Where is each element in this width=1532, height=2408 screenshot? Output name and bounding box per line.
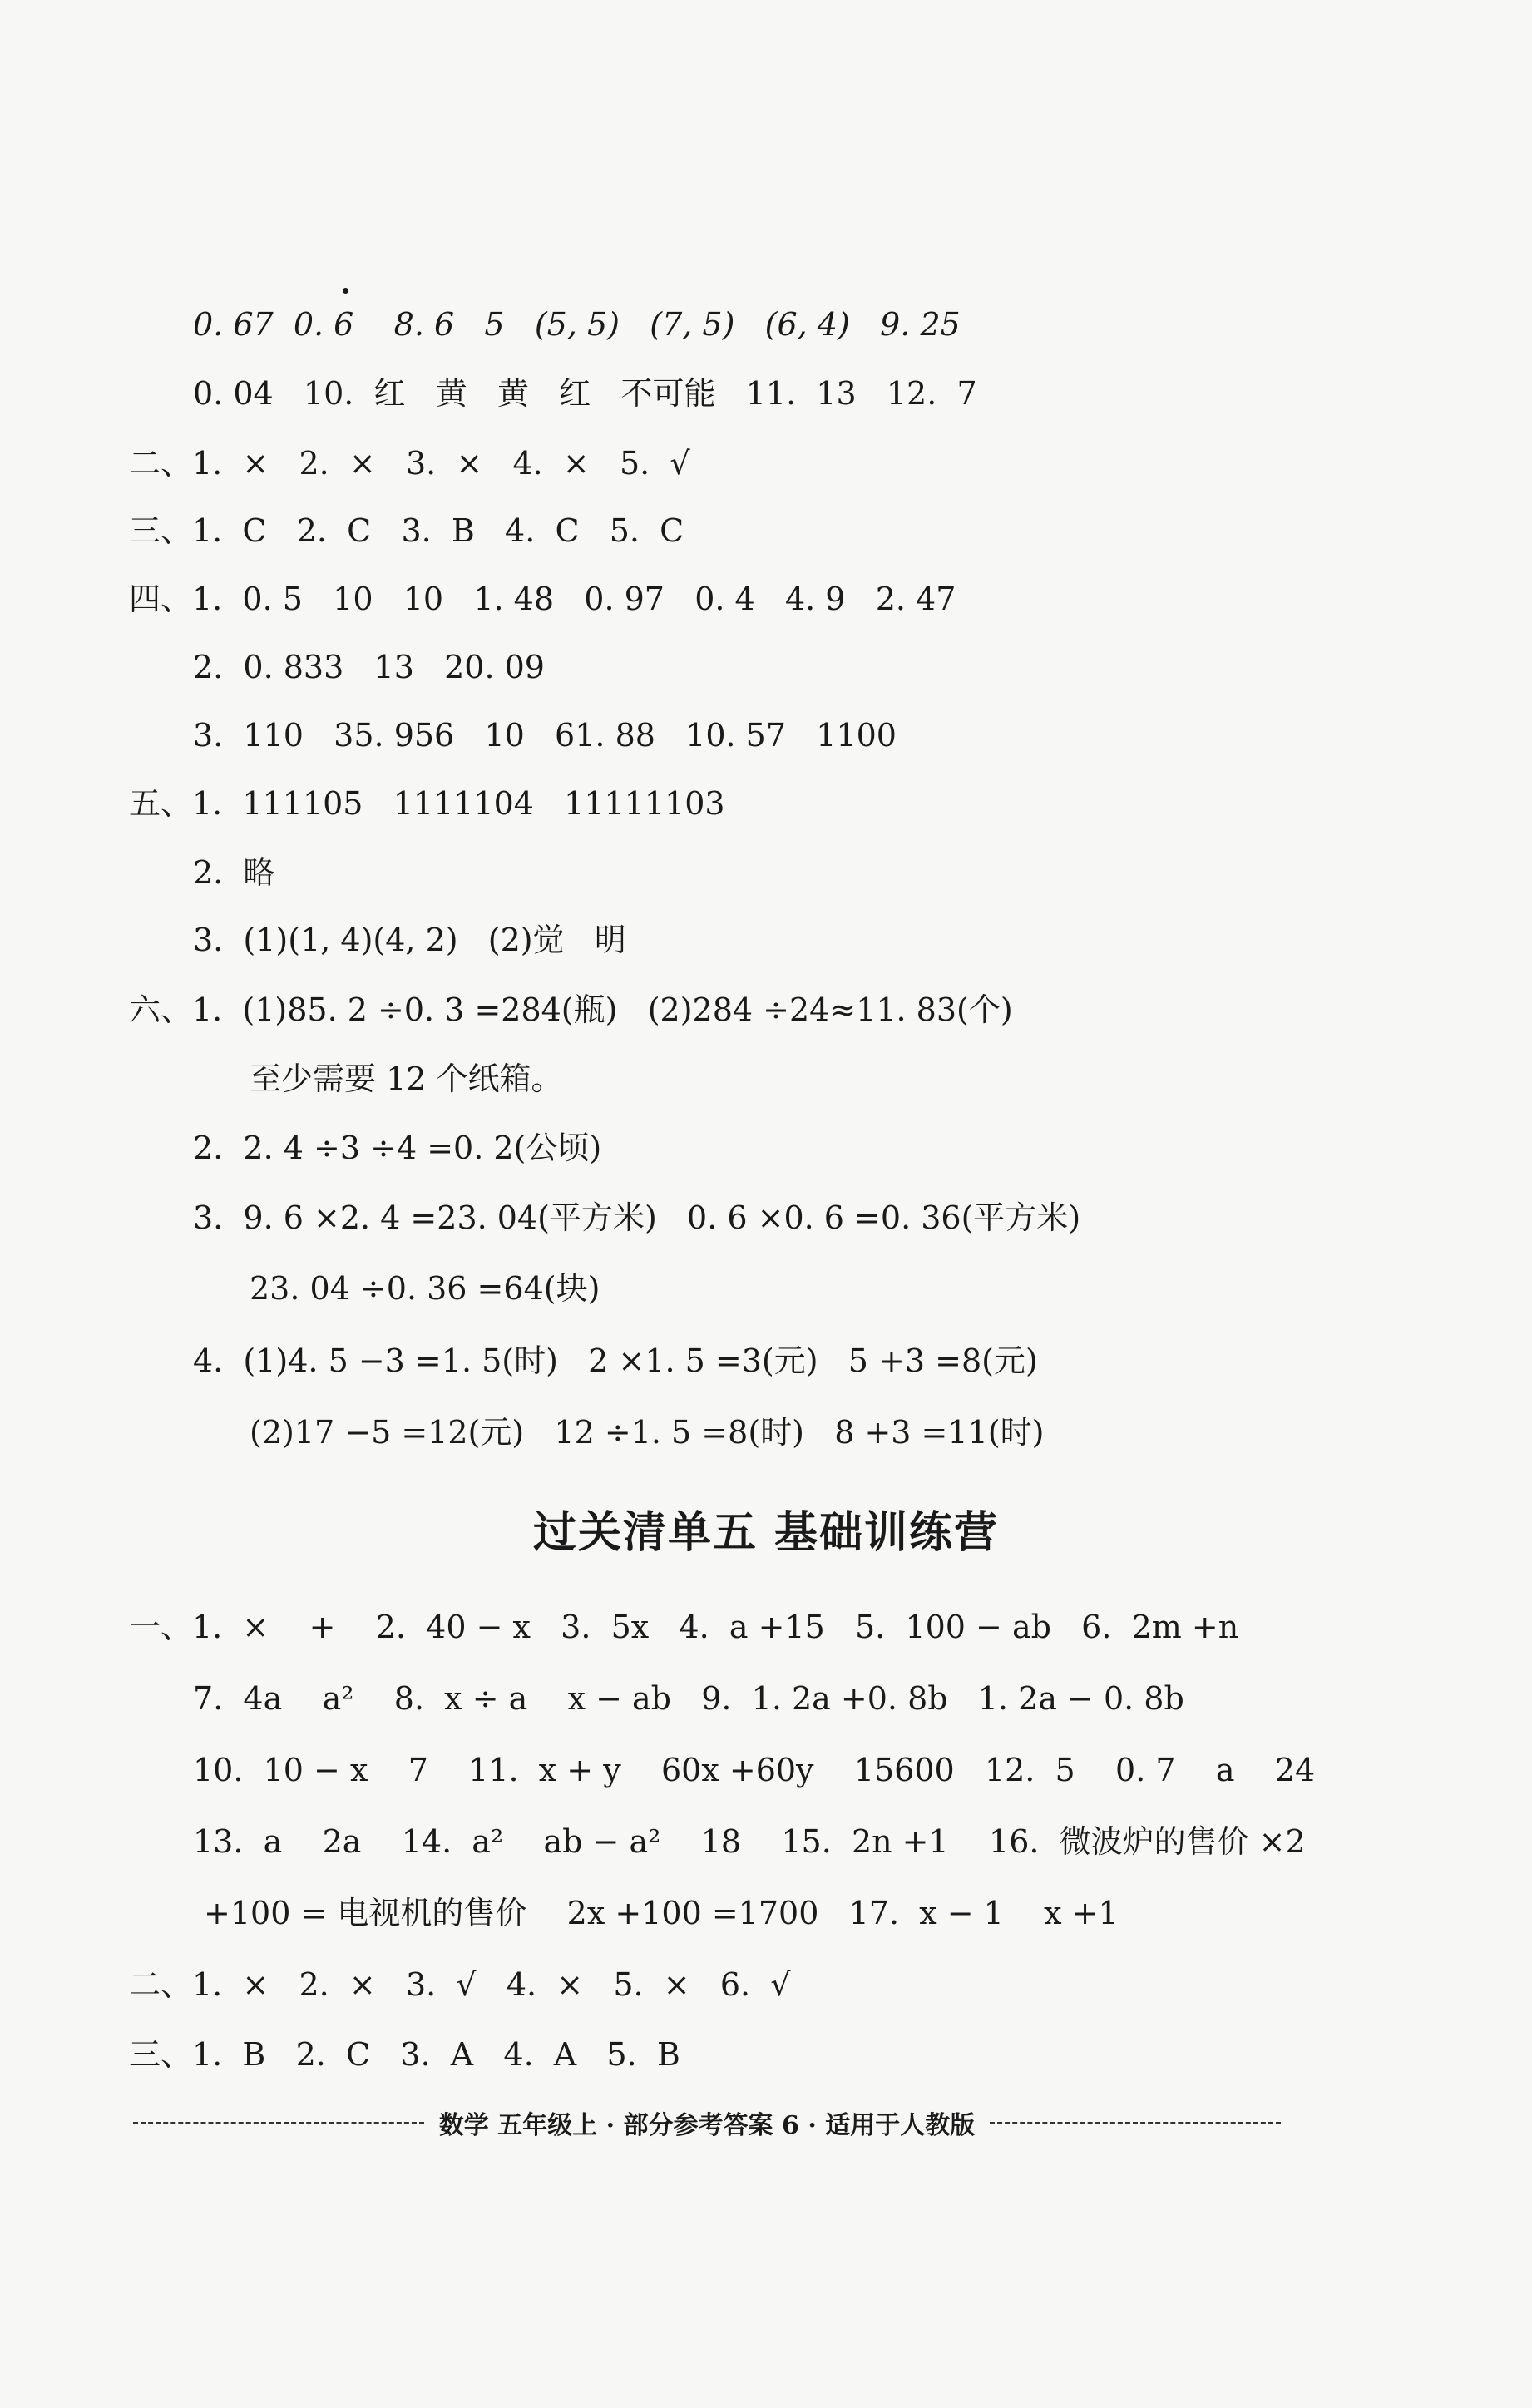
answer-line: 4. (1)4. 5 −3 =1. 5(时) 2 ×1. 5 =3(元) 5 +3 =8(元) <box>193 1342 1038 1379</box>
answer-line: 10. 10 − x 7 11. x + y 60x +60y 15600 12. 5 0. 7 a 24 <box>193 1752 1316 1788</box>
answer-line: 二、1. × 2. × 3. × 4. × 5. √ <box>129 445 690 482</box>
answer-line: (2)17 −5 =12(元) 12 ÷1. 5 =8(时) 8 +3 =11(时) <box>250 1414 1045 1451</box>
answer-line: 7. 4a a² 8. x ÷ a x − ab 9. 1. 2a +0. 8b 1. 2a − 0. 8b <box>193 1680 1184 1717</box>
answer-line: 六、1. (1)85. 2 ÷0. 3 =284(瓶) (2)284 ÷24≈11. 83(个) <box>129 991 1013 1028</box>
answer-line: 三、1. C 2. C 3. B 4. C 5. C <box>129 512 684 549</box>
answer-line: 3. 9. 6 ×2. 4 =23. 04(平方米) 0. 6 ×0. 6 =0. 36(平方米) <box>193 1199 1081 1236</box>
section-title: 过关清单五 基础训练营 <box>532 1507 1000 1558</box>
answer-line: 0. 67 0. 6 8. 6 5 (5, 5) (7, 5) (6, 4) 9. 25 <box>193 306 961 343</box>
answer-line: 五、1. 111105 1111104 11111103 <box>129 785 725 822</box>
answer-line: 13. a 2a 14. a² ab − a² 18 15. 2n +1 16. 微波炉的售价 ×2 <box>193 1823 1306 1860</box>
answer-line: 0. 04 10. 红 黄 黄 红 不可能 11. 13 12. 7 <box>193 375 977 412</box>
answer-line: 3. 110 35. 956 10 61. 88 10. 57 1100 <box>193 717 897 754</box>
answer-line: +100 = 电视机的售价 2x +100 =1700 17. x − 1 x +1 <box>204 1895 1119 1931</box>
answer-line: 至少需要 12 个纸箱。 <box>250 1061 563 1097</box>
answer-line: 2. 0. 833 13 20. 09 <box>193 649 545 685</box>
footer-divider-right <box>990 2122 1281 2124</box>
answer-line: 三、1. B 2. C 3. A 4. A 5. B <box>129 2036 680 2073</box>
answer-line: 3. (1)(1, 4)(4, 2) (2)觉 明 <box>193 922 626 958</box>
answer-line: 二、1. × 2. × 3. √ 4. × 5. × 6. √ <box>129 1966 791 2003</box>
answer-line: 23. 04 ÷0. 36 =64(块) <box>250 1270 600 1307</box>
footer-text: 数学 五年级上 · 部分参考答案 6 · 适用于人教版 <box>438 2111 976 2140</box>
answer-line: 一、1. × + 2. 40 − x 3. 5x 4. a +15 5. 100 − ab 6. 2m +n <box>129 1609 1239 1645</box>
answer-line: 2. 2. 4 ÷3 ÷4 =0. 2(公顷) <box>193 1130 602 1166</box>
footer-divider-left <box>133 2122 424 2124</box>
page-footer <box>133 2104 1281 2141</box>
repeating-decimal-dot <box>343 288 348 294</box>
answer-line: 四、1. 0. 5 10 10 1. 48 0. 97 0. 4 4. 9 2. 47 <box>129 581 956 617</box>
answer-line: 2. 略 <box>193 854 275 891</box>
